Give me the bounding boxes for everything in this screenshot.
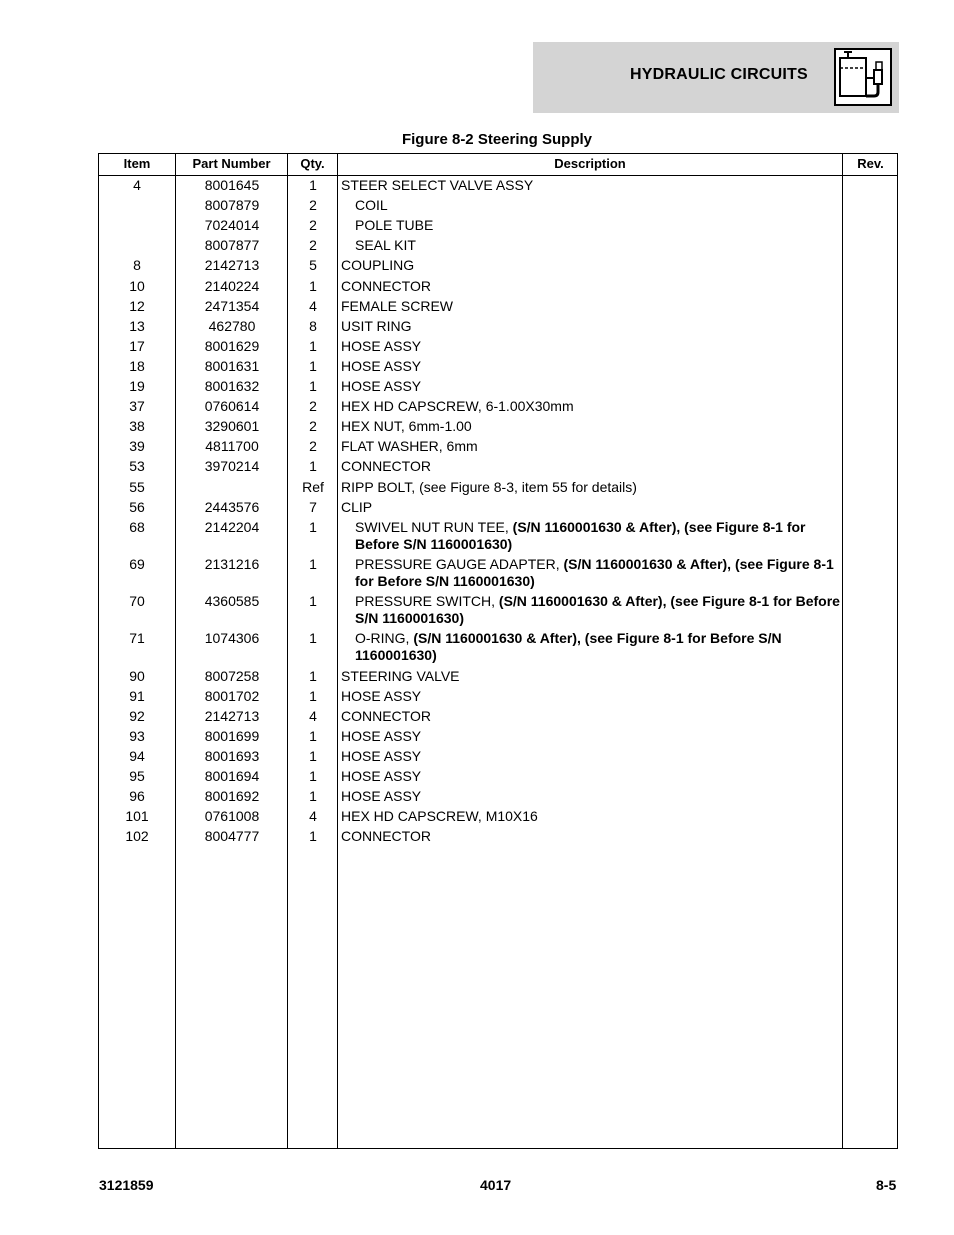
description-text: FEMALE SCREW [341, 297, 454, 314]
cell-item: 96 [129, 788, 145, 805]
description-text: COUPLING [341, 257, 415, 274]
cell-part-number: 8001645 [204, 177, 260, 193]
cell-qty: 1 [309, 357, 317, 374]
serial-note: (S/N 1160001630 & After), (see Figure 8-1 for Before S/N 1160001630) [355, 555, 834, 589]
description-text: HOSE ASSY [341, 337, 422, 354]
cell-item: 93 [129, 727, 145, 744]
description-text: SEAL KIT [355, 237, 416, 254]
description-text: CONNECTOR [341, 277, 431, 294]
footer-date-code: 4017 [480, 1177, 512, 1193]
cell-part-number: 2131216 [204, 555, 260, 572]
cell-item: 39 [129, 438, 145, 455]
cell-part-number: 1074306 [204, 630, 260, 647]
cell-qty: 2 [309, 217, 317, 234]
cell-item: 12 [129, 297, 145, 314]
cell-qty: 1 [309, 277, 317, 294]
cell-description [341, 668, 841, 685]
description-text: RIPP BOLT, (see Figure 8-3, item 55 for details) [341, 478, 637, 495]
cell-item: 101 [125, 808, 149, 825]
cell-description [341, 418, 841, 435]
cell-qty: 2 [309, 398, 317, 415]
cell-qty: 1 [309, 788, 317, 805]
cell-part-number: 8007877 [204, 237, 260, 254]
cell-description [355, 197, 841, 214]
header-divider [99, 175, 897, 176]
cell-description [355, 593, 841, 627]
serial-note: (S/N 1160001630 & After), (see Figure 8-1 for Before S/N 1160001630) [355, 630, 782, 664]
cell-item: 38 [129, 418, 145, 435]
cell-item: 95 [129, 768, 145, 784]
description-text: CONNECTOR [341, 707, 431, 724]
cell-qty: 1 [309, 828, 317, 845]
cell-description [341, 378, 841, 395]
cell-description [341, 438, 841, 455]
description-text: FLAT WASHER, 6mm [341, 438, 478, 455]
cell-part-number: 8001694 [204, 768, 260, 784]
cell-description [341, 358, 841, 375]
cell-item: 68 [129, 518, 145, 535]
column-header-rev: Rev. [857, 156, 884, 171]
cell-qty: 1 [309, 687, 317, 704]
cell-qty: 1 [309, 177, 317, 193]
cell-description [355, 217, 841, 234]
cell-qty: 1 [309, 337, 317, 354]
cell-item: 70 [129, 593, 145, 610]
description-text: HEX HD CAPSCREW, 6-1.00X30mm [341, 398, 574, 415]
column-header-part-number: Part Number [192, 156, 271, 171]
description-text: PRESSURE GAUGE ADAPTER, [355, 555, 564, 572]
cell-qty: 4 [309, 297, 317, 314]
cell-item: 71 [129, 630, 145, 647]
cell-description [341, 479, 841, 496]
description-text: POLE TUBE [355, 217, 434, 234]
cell-description [355, 556, 841, 590]
cell-qty: 2 [309, 418, 317, 435]
cell-item: 69 [129, 555, 145, 572]
cell-item: 92 [129, 707, 145, 724]
cell-qty: 4 [309, 808, 317, 825]
cell-part-number: 8001631 [204, 357, 260, 374]
cell-description [341, 728, 841, 745]
cell-description [341, 499, 841, 516]
description-text: HOSE ASSY [341, 747, 422, 764]
cell-part-number: 2142713 [204, 707, 260, 724]
cell-item: 91 [129, 687, 145, 704]
cell-description [341, 398, 841, 415]
cell-part-number: 4811700 [205, 438, 259, 455]
column-header-description: Description [554, 156, 626, 171]
cell-part-number: 2471354 [204, 297, 260, 314]
cell-description [341, 338, 841, 355]
cell-qty: 1 [309, 768, 317, 784]
cell-item: 4 [133, 177, 141, 193]
cell-part-number: 4360585 [204, 593, 260, 610]
cell-qty: 7 [309, 498, 317, 515]
cell-item: 10 [129, 277, 145, 294]
cell-part-number: 3970214 [204, 458, 260, 475]
cell-qty: 1 [309, 727, 317, 744]
cell-qty: 2 [309, 197, 317, 214]
cell-item: 8 [133, 257, 141, 274]
hydraulic-reservoir-icon [834, 48, 892, 106]
cell-qty: 1 [309, 378, 317, 394]
cell-description [341, 298, 841, 315]
cell-item: 37 [129, 398, 145, 415]
description-text: HOSE ASSY [341, 378, 422, 394]
description-text: CONNECTOR [341, 828, 431, 845]
cell-qty: 1 [309, 518, 317, 535]
cell-part-number: 7024014 [204, 217, 260, 234]
cell-part-number: 8001692 [204, 788, 260, 805]
column-header-qty: Qty. [300, 156, 325, 171]
description-text: CLIP [341, 498, 373, 515]
cell-part-number: 8001702 [204, 687, 260, 704]
parts-table [98, 153, 898, 1149]
description-text: STEER SELECT VALVE ASSY [341, 177, 534, 193]
description-text: COIL [355, 197, 388, 214]
cell-description [341, 318, 841, 335]
cell-part-number: 462780 [208, 317, 256, 334]
cell-qty: 1 [309, 747, 317, 764]
cell-description [341, 828, 841, 845]
cell-part-number: 8001693 [204, 747, 260, 764]
cell-qty: 1 [309, 630, 317, 647]
description-text: HOSE ASSY [341, 687, 422, 704]
cell-item: 13 [129, 317, 145, 334]
cell-part-number: 8001699 [204, 727, 260, 744]
column-divider [842, 154, 843, 1148]
column-header-item: Item [123, 156, 151, 171]
cell-part-number: 8007258 [204, 667, 260, 684]
description-text: O-RING, [355, 630, 414, 647]
cell-item: 102 [125, 828, 149, 845]
footer-page-number: 8-5 [876, 1177, 897, 1193]
description-text: STEERING VALVE [341, 667, 460, 684]
description-text: PRESSURE SWITCH, [355, 593, 499, 610]
cell-qty: 1 [309, 667, 317, 684]
cell-qty: 2 [309, 237, 317, 254]
figure-title: Figure 8-2 Steering Supply [401, 131, 593, 148]
column-divider [337, 154, 338, 1148]
cell-description [341, 458, 841, 475]
serial-note: (S/N 1160001630 & After), (see Figure 8-1 for Before S/N 1160001630) [355, 593, 840, 627]
cell-item: 56 [129, 498, 145, 515]
cell-item: 17 [129, 337, 145, 354]
cell-qty: 5 [309, 257, 317, 274]
cell-qty: 1 [309, 593, 317, 610]
cell-item: 94 [129, 747, 145, 764]
cell-part-number: 8001632 [204, 378, 260, 394]
cell-qty: 8 [309, 317, 317, 334]
description-text: HOSE ASSY [341, 768, 422, 784]
cell-description [341, 688, 841, 705]
cell-item: 90 [129, 667, 145, 684]
cell-description [341, 257, 841, 274]
cell-part-number: 8007879 [204, 197, 260, 214]
description-text: USIT RING [341, 317, 412, 334]
cell-qty: 1 [309, 458, 317, 475]
cell-part-number: 2140224 [204, 277, 260, 294]
section-title: HYDRAULIC CIRCUITS [630, 66, 808, 83]
cell-description [341, 278, 841, 295]
description-text: SWIVEL NUT RUN TEE, [355, 518, 513, 535]
cell-qty: 4 [309, 707, 317, 724]
cell-item: 18 [129, 357, 145, 374]
cell-part-number: 2142204 [204, 518, 260, 535]
cell-part-number: 2142713 [204, 257, 260, 274]
cell-description [341, 708, 841, 725]
description-text: HOSE ASSY [341, 788, 422, 805]
footer-document-number: 3121859 [99, 1177, 154, 1193]
description-text: CONNECTOR [341, 458, 431, 475]
cell-description [341, 788, 841, 805]
cell-part-number: 0760614 [204, 398, 260, 415]
cell-part-number: 0761008 [204, 808, 260, 825]
cell-description [355, 630, 841, 664]
cell-description [341, 177, 841, 194]
cell-description [341, 768, 841, 785]
cell-qty: 2 [309, 438, 317, 455]
cell-description [355, 519, 841, 553]
cell-part-number: 2443576 [204, 498, 260, 515]
cell-qty: 1 [309, 555, 317, 572]
description-text: HOSE ASSY [341, 727, 422, 744]
cell-part-number: 8004777 [204, 828, 260, 845]
cell-item: 55 [129, 478, 145, 495]
description-text: HOSE ASSY [341, 357, 422, 374]
description-text: HEX HD CAPSCREW, M10X16 [341, 808, 538, 825]
cell-description [341, 808, 841, 825]
cell-part-number: 8001629 [204, 337, 260, 354]
cell-qty: Ref [302, 478, 324, 495]
serial-note: (S/N 1160001630 & After), (see Figure 8-1 for Before S/N 1160001630) [355, 518, 806, 552]
cell-item: 53 [129, 458, 145, 475]
cell-description [341, 748, 841, 765]
cell-item: 19 [129, 378, 145, 394]
cell-part-number: 3290601 [204, 418, 260, 435]
cell-description [355, 237, 841, 254]
description-text: HEX NUT, 6mm-1.00 [341, 418, 472, 435]
